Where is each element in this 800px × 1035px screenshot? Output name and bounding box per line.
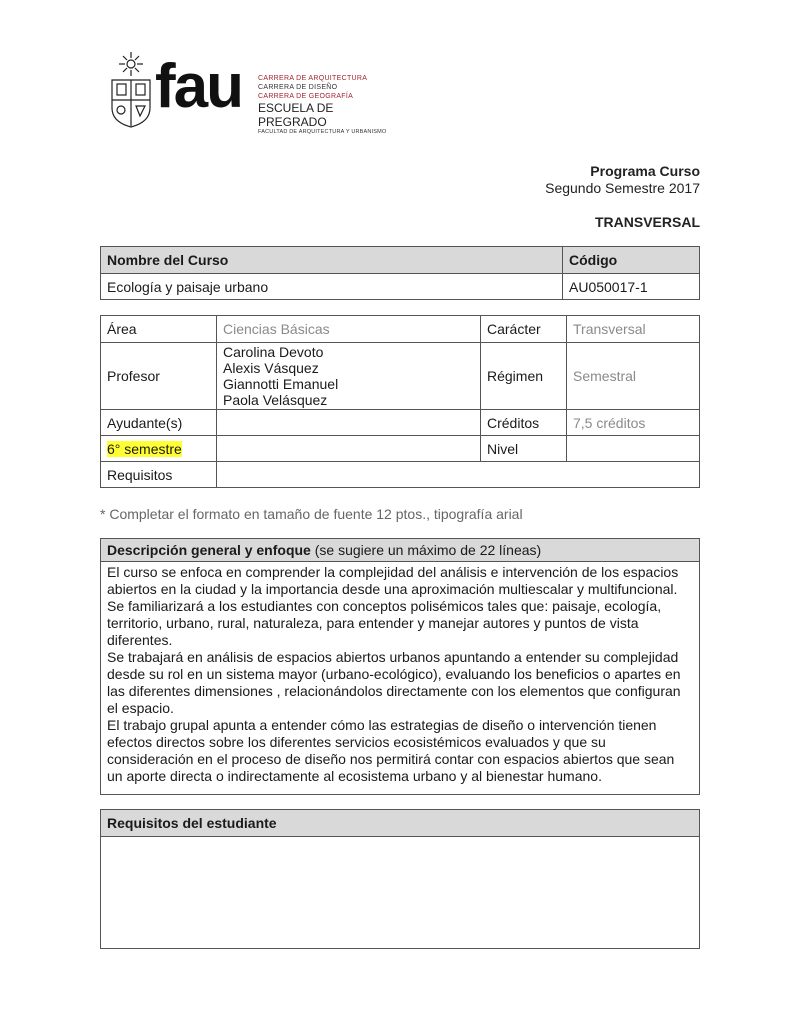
requisitos-value bbox=[217, 462, 700, 488]
brand-wordmark: fau bbox=[155, 52, 242, 121]
logo-line-diseno: CARRERA DE DISEÑO bbox=[258, 84, 338, 91]
description-line: un aporte directa o indirectamente al ecosistema urbano y al bienestar humano. bbox=[107, 768, 602, 784]
semestre-label: 6° semestre bbox=[107, 440, 182, 457]
ayudante-label: Ayudante(s) bbox=[101, 410, 217, 436]
logo-text-block bbox=[258, 74, 398, 136]
profesor-name: Giannotti Emanuel bbox=[223, 376, 339, 392]
description-line: El trabajo grupal apunta a entender cómo las estrategias de diseño o intervención tienen bbox=[107, 717, 657, 733]
description-line: El curso se enfoca en comprender la complejidad del análisis e intervención de los espacios bbox=[107, 564, 679, 580]
logo-line-escuela: ESCUELA DE PREGRADO bbox=[258, 101, 334, 129]
university-seal-icon bbox=[108, 50, 154, 128]
description-line: desde su rol en un sistema mayor (urbano-ecológico), evaluando los beneficios o apartes en bbox=[107, 666, 681, 682]
description-line: el espacio. bbox=[107, 700, 174, 716]
description-hint: (se sugiere un máximo de 22 líneas) bbox=[310, 542, 542, 558]
area-label: Área bbox=[101, 316, 217, 343]
profesor-label: Profesor bbox=[101, 343, 217, 410]
student-requirements-box bbox=[100, 809, 700, 949]
nivel-label: Nivel bbox=[481, 436, 567, 462]
description-line: diferentes. bbox=[107, 632, 173, 648]
course-details-table bbox=[100, 315, 700, 488]
description-line: consideración en el proceso de diseño nos permitirá contar con espacios abiertos que sean bbox=[107, 751, 675, 767]
description-line: territorio, urbano, rural, naturaleza, para entender y manejar autores y puntos de vista bbox=[107, 615, 639, 631]
description-line: Se familiarizará a los estudiantes con conceptos polisémicos tales que: paisaje, ecología, bbox=[107, 598, 662, 614]
logo-line-geografia: CARRERA DE GEOGRAFÍA bbox=[258, 93, 354, 100]
profesor-name: Paola Velásquez bbox=[223, 392, 328, 408]
student-requirements-body bbox=[101, 837, 699, 839]
format-note: * Completar el formato en tamaño de fuente 12 ptos., tipografía arial bbox=[100, 506, 523, 522]
ayudante-value bbox=[217, 410, 481, 436]
course-name-value: Ecología y paisaje urbano bbox=[101, 274, 563, 300]
creditos-label: Créditos bbox=[481, 410, 567, 436]
creditos-value: 7,5 créditos bbox=[567, 410, 700, 436]
description-line: las diferentes dimensiones , relacionándolos directamente con los elementos que configuran bbox=[107, 683, 681, 699]
course-name-table bbox=[100, 246, 700, 300]
logo-line-facultad: FACULTAD DE ARQUITECTURA Y URBANISMO bbox=[258, 129, 387, 135]
regimen-label: Régimen bbox=[481, 343, 567, 410]
semester-label: Segundo Semestre 2017 bbox=[545, 180, 700, 196]
semestre-value bbox=[217, 436, 481, 462]
description-body bbox=[101, 562, 699, 785]
description-box bbox=[100, 538, 700, 795]
program-title: Programa Curso bbox=[590, 163, 700, 179]
description-header bbox=[101, 539, 699, 562]
student-requirements-header bbox=[101, 810, 699, 837]
nivel-value bbox=[567, 436, 700, 462]
name-header: Nombre del Curso bbox=[101, 247, 563, 274]
code-header: Código bbox=[563, 247, 700, 274]
caracter-label: Carácter bbox=[481, 316, 567, 343]
profesor-list bbox=[217, 343, 481, 410]
course-code-value: AU050017-1 bbox=[563, 274, 700, 300]
requisitos-label: Requisitos bbox=[101, 462, 217, 488]
fau-logo bbox=[108, 50, 398, 135]
description-line: Se trabajará en análisis de espacios abiertos urbanos apuntando a entender su complejidad bbox=[107, 649, 679, 665]
description-line: efectos directos sobre los diferentes servicios ecosistémicos evaluados y que su bbox=[107, 734, 606, 750]
semestre-cell bbox=[101, 436, 217, 462]
student-requirements-title: Requisitos del estudiante bbox=[107, 815, 277, 831]
course-type: TRANSVERSAL bbox=[594, 214, 700, 230]
profesor-name: Alexis Vásquez bbox=[223, 360, 319, 376]
regimen-value: Semestral bbox=[567, 343, 700, 410]
description-line: abiertos en la ciudad y la importancia desde una aproximación multiescalar y multifuncional. bbox=[107, 581, 678, 597]
profesor-name: Carolina Devoto bbox=[223, 344, 324, 360]
logo-line-arquitectura: CARRERA DE ARQUITECTURA bbox=[258, 75, 368, 82]
caracter-value: Transversal bbox=[567, 316, 700, 343]
description-title: Descripción general y enfoque bbox=[107, 542, 311, 558]
area-value: Ciencias Básicas bbox=[217, 316, 481, 343]
